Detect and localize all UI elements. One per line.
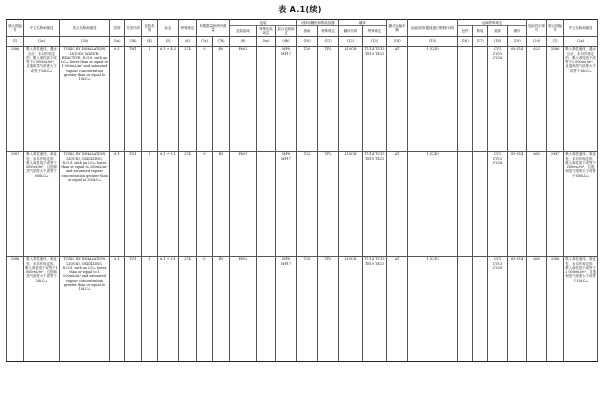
table-title: 表 A.1(续) [278,5,322,14]
col-class-code: 分类代码 [125,20,142,37]
limited-qty-value: 0 [197,151,213,256]
col-transport-cat: 运输类别(隧道通行限制代码) [408,20,458,37]
table-row [7,256,598,361]
ts-bulk-value [473,256,488,361]
portable-special-value: TP2 [318,256,339,361]
col-number: (2b) [60,36,110,46]
col-number: (3b) [125,36,142,46]
transport-cat-value: 1 (C/D) [408,151,458,256]
table-row [7,46,598,151]
pkg-group-value: I [142,46,158,151]
tank-special-value: TU14 TU15 TE19 TE21 [363,256,387,361]
portable-special-value: TP2 [318,151,339,256]
col-mixed: 混合包装规定 [276,26,297,37]
col-number: (1) [7,36,24,46]
en-description: TOXIC BY INHALATION LIQUID, WATER-REACTIVE, N.O.S. with an LC₅₀ lower than or equal to 1 000mL/m³ and saturated vapour concentration greater than or equal to 10LC₅₀ [60,46,110,151]
table-row [7,151,598,256]
col-labels: 标志 [158,20,179,37]
excepted-qty-value: E0 [213,46,230,151]
col-number: (7a) [197,36,213,46]
en-description: TOXIC BY INHALATION LIQUID, OXIDIZING, N.O.S. with an LC₅₀ lower than or equal to 200mL/m³ and saturated vapour concentration greater than or equal to 500LC₅₀ [60,151,110,256]
ts-pkg-value [458,46,473,151]
mixed-value: MP8 MP17 [276,151,297,256]
limited-qty-value: 0 [197,46,213,151]
pkg-instr-value: P601 [230,151,257,256]
pkg-special-value [257,46,276,151]
class-value: 6.1 [110,151,125,256]
pkg-instr-value: P602 [230,256,257,361]
portable-instr-value: T20 [297,256,318,361]
ts-op-value: S9 S14 [508,46,527,151]
tank-special-value: TU14 TU15 TE19 TE21 [363,46,387,151]
ts-load-value: CV1 CV13 CV28 [488,151,508,256]
col-transport-special: 运输特殊规定 [458,20,527,26]
col-un-no: 联合国编号 [7,20,24,37]
cn-description-right: 吸入毒性液体，氧化性，未另作规定的，吸入毒性低于或等于1 000mL/m³，且饱和蒸气浓度大于或等于10LC₅₀ [564,256,598,361]
hazard-id-value: 623 [527,46,547,151]
col-cn-name: 中文名称和描述 [24,20,60,37]
label-value: 6.1 + 5.1 [158,151,179,256]
cn-description-right: 吸入毒性液体，遇水反应，未另作规定的，吸入毒性低于或等于1 000mL/m³，且饱和蒸气浓度大于或等于10LC₅₀ [564,46,598,151]
un-number-right: 3388 [547,256,564,361]
col-pkg-special: 特殊包装规定 [257,26,276,37]
col-number: (1) [547,36,564,46]
ts-bulk-value [473,151,488,256]
col-cn-name-right: 中文名称和描述 [564,20,598,37]
col-tank: 罐体 [339,20,387,26]
un-number-right: 3386 [547,46,564,151]
col-tank-code: 罐体代码 [339,26,363,37]
col-pkg-group: 包装类别 [142,20,158,37]
pkg-special-value [257,151,276,256]
special-value: 274 [179,46,197,151]
un-number: 3386 [7,46,24,151]
ts-op-value: S9 S14 [508,256,527,361]
class-code-value: TO1 [125,256,142,361]
class-value: 6.1 [110,46,125,151]
un-number-right: 3387 [547,151,564,256]
mixed-value: MP8 MP17 [276,46,297,151]
col-port-special: 特殊规定 [318,26,339,37]
col-portable: 可移动罐柜和散装容器 [297,20,339,26]
class-code-value: TW1 [125,46,142,151]
tank-special-value: TU14 TU15 TE19 TE21 [363,151,387,256]
pkg-group-value: I [142,151,158,256]
col-number: (20) [527,36,547,46]
col-number: (3a) [110,36,125,46]
col-number: (13) [363,36,387,46]
portable-special-value: TP2 [318,46,339,151]
col-number: (8) [230,36,257,46]
pkg-group-value: I [142,256,158,361]
label-value: 6.1 + 5.1 [158,256,179,361]
col-number: (19) [508,36,527,46]
col-number: (10) [297,36,318,46]
hazard-id-value: 665 [527,256,547,361]
un-number: 3388 [7,256,24,361]
col-tank-special: 特殊规定 [363,26,387,37]
cn-description: 吸入毒性液体，氧化性，未另作规定的，吸入毒性低于或等于1 000mL/m³，且饱和蒸气浓度大于或等于10LC₅₀ [24,256,60,361]
col-number: (7b) [213,36,230,46]
col-ts-op: 操作 [508,26,527,37]
ts-bulk-value [473,46,488,151]
label-value: 6.1 + 4.3 [158,46,179,151]
tank-code-value: L10CH [339,256,363,361]
ts-pkg-value [458,256,473,361]
transport-cat-value: 1 (C/D) [408,46,458,151]
column-number-row [7,36,598,46]
col-special: 特殊规定 [179,20,197,37]
class-code-value: TO1 [125,151,142,256]
col-ts-load: 装卸 [488,26,508,37]
col-number: (16) [458,36,473,46]
col-number: (9b) [276,36,297,46]
col-number: (2a) [564,36,598,46]
excepted-qty-value: E0 [213,256,230,361]
tank-code-value: L15CH [339,151,363,256]
col-en-name: 英文名称和描述 [60,20,110,37]
col-number: (17) [473,36,488,46]
col-number: (18) [488,36,508,46]
cn-description: 吸入毒性液体，遇水反应，未另作规定的，吸入毒性低于或等于1 000mL/m³，且饱和蒸气浓度大于或等于10LC₅₀ [24,46,60,151]
col-number: (9a) [257,36,276,46]
special-value: 274 [179,151,197,256]
col-number: (5) [158,36,179,46]
pkg-special-value [257,256,276,361]
pkg-instr-value: P602 [230,46,257,151]
vehicle-value: AT [387,256,408,361]
portable-instr-value: T22 [297,151,318,256]
col-ts-bulk: 散装 [473,26,488,37]
col-class: 类别 [110,20,125,37]
col-pkg-instr: 包装指南 [230,26,257,37]
portable-instr-value: T20 [297,46,318,151]
col-vehicle: 罐式运输车辆 [387,20,408,37]
limited-qty-value: 0 [197,256,213,361]
dangerous-goods-table [6,19,598,362]
col-number: (2a) [24,36,60,46]
vehicle-value: AT [387,151,408,256]
col-number: (14) [387,36,408,46]
col-packaging: 包装 [230,20,297,26]
ts-pkg-value [458,151,473,256]
un-number: 3387 [7,151,24,256]
col-number: (15) [408,36,458,46]
class-value: 6.1 [110,256,125,361]
col-number: (4) [142,36,158,46]
col-port-instr: 指南 [297,26,318,37]
cn-description: 吸入毒性液体，氧化性，未另作规定的，吸入毒性低于或等于200mL/m³，且饱和蒸气浓度大于或等于500LC₅₀ [24,151,60,256]
special-value: 274 [179,256,197,361]
transport-cat-value: 1 (C/D) [408,256,458,361]
cn-description-right: 吸入毒性液体，氧化性，未另作规定的，吸入毒性低于或等于200mL/m³，且饱和蒸气浓度大于或等于500LC₅₀ [564,151,598,256]
ts-load-value: CV1 CV13 CV28 [488,46,508,151]
en-description: TOXIC BY INHALATION LIQUID, OXIDIZING, N.O.S. with an LC₅₀ lower than or equal to 1 000mL/m³ and saturated vapour concentration greater than or equal to 10LC₅₀ [60,256,110,361]
mixed-value: MP8 MP17 [276,256,297,361]
ts-op-value: S9 S14 [508,151,527,256]
col-ts-pkg: 包件 [458,26,473,37]
vehicle-value: AT [387,46,408,151]
col-number: (12) [339,36,363,46]
col-limited: 有限数量和例外数量 [197,20,230,37]
tank-code-value: L10CH [339,46,363,151]
hazard-id-value: 665 [527,151,547,256]
col-hazard-id: 危险性识别号 [527,20,547,37]
col-un-no-right: 联合国编号 [547,20,564,37]
col-number: (11) [318,36,339,46]
ts-load-value: CV1 CV13 CV28 [488,256,508,361]
col-number: (6) [179,36,197,46]
excepted-qty-value: E0 [213,151,230,256]
